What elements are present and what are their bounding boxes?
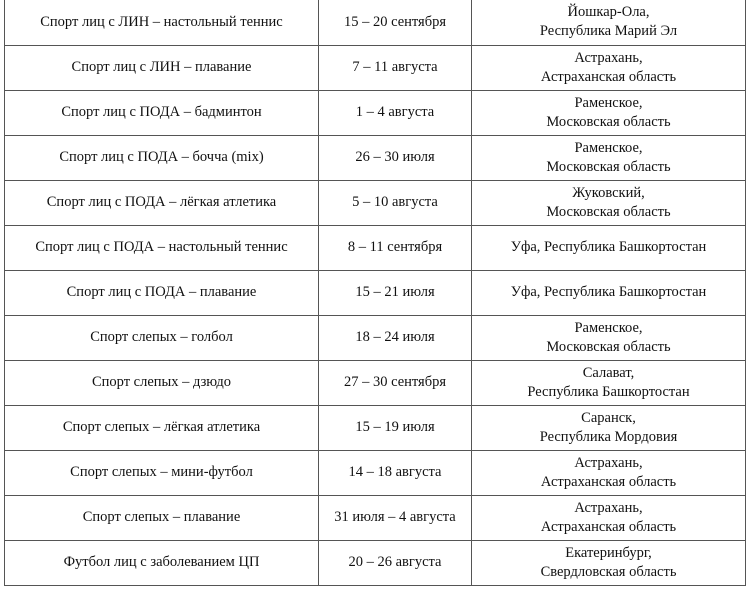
dates-cell: 26 – 30 июля <box>319 135 472 180</box>
place-cell <box>472 270 746 315</box>
dates-cell: 20 – 26 августа <box>319 540 472 585</box>
table-row <box>5 450 746 495</box>
events-table-body <box>5 0 746 585</box>
events-table <box>4 0 746 586</box>
sport-cell: Спорт лиц с ЛИН – настольный теннис <box>5 0 319 45</box>
dates-cell: 15 – 20 сентября <box>319 0 472 45</box>
sport-cell: Спорт лиц с ПОДА – бадминтон <box>5 90 319 135</box>
table-row <box>5 405 746 450</box>
place-line: Московская область <box>546 158 671 175</box>
table-row <box>5 495 746 540</box>
sport-cell: Спорт слепых – мини-футбол <box>5 450 319 495</box>
sport-cell: Спорт лиц с ПОДА – настольный теннис <box>5 225 319 270</box>
place-cell <box>472 450 746 495</box>
table-row <box>5 0 746 45</box>
dates-cell: 31 июля – 4 августа <box>319 495 472 540</box>
place-line: Астраханская область <box>540 518 677 535</box>
place-line: Жуковский, <box>572 184 645 201</box>
dates-cell: 15 – 21 июля <box>319 270 472 315</box>
place-cell <box>472 135 746 180</box>
dates-cell: 7 – 11 августа <box>319 45 472 90</box>
place-line: Йошкар-Ола, <box>567 4 650 21</box>
dates-cell: 27 – 30 сентября <box>319 360 472 405</box>
place-line: Астрахань, <box>574 454 643 471</box>
place-cell <box>472 405 746 450</box>
table-row <box>5 225 746 270</box>
place-line: Московская область <box>546 338 671 355</box>
table-row <box>5 45 746 90</box>
place-line: Раменское, <box>574 139 643 156</box>
table-row <box>5 360 746 405</box>
dates-cell: 15 – 19 июля <box>319 405 472 450</box>
dates-cell: 1 – 4 августа <box>319 90 472 135</box>
place-cell <box>472 540 746 585</box>
dates-cell: 14 – 18 августа <box>319 450 472 495</box>
place-cell <box>472 360 746 405</box>
sport-cell: Спорт лиц с ПОДА – бочча (mix) <box>5 135 319 180</box>
place-cell <box>472 180 746 225</box>
place-line: Астрахань, <box>574 499 643 516</box>
sport-cell: Спорт лиц с ЛИН – плавание <box>5 45 319 90</box>
place-line: Екатеринбург, <box>565 544 652 561</box>
table-row <box>5 180 746 225</box>
place-cell <box>472 0 746 45</box>
place-line: Астраханская область <box>540 473 677 490</box>
dates-cell: 5 – 10 августа <box>319 180 472 225</box>
table-row <box>5 135 746 180</box>
dates-cell: 8 – 11 сентября <box>319 225 472 270</box>
table-row <box>5 90 746 135</box>
sport-cell: Спорт лиц с ПОДА – лёгкая атлетика <box>5 180 319 225</box>
place-cell <box>472 90 746 135</box>
place-cell <box>472 315 746 360</box>
place-line: Республика Марий Эл <box>539 23 678 40</box>
table-row <box>5 270 746 315</box>
place-line: Салават, <box>582 364 635 381</box>
sport-cell: Спорт слепых – лёгкая атлетика <box>5 405 319 450</box>
place-line: Раменское, <box>574 94 643 111</box>
sport-cell: Спорт слепых – дзюдо <box>5 360 319 405</box>
table-row <box>5 540 746 585</box>
place-line: Раменское, <box>574 319 643 336</box>
place-line: Уфа, Республика Башкортостан <box>510 239 707 255</box>
place-line: Уфа, Республика Башкортостан <box>510 284 707 300</box>
place-line: Республика Мордовия <box>539 428 678 445</box>
place-line: Свердловская область <box>540 563 677 580</box>
place-line: Московская область <box>546 113 671 130</box>
place-line: Саранск, <box>581 409 636 426</box>
place-cell <box>472 45 746 90</box>
sport-cell: Спорт слепых – голбол <box>5 315 319 360</box>
dates-cell: 18 – 24 июля <box>319 315 472 360</box>
place-line: Московская область <box>546 203 671 220</box>
place-cell <box>472 495 746 540</box>
sport-cell: Футбол лиц с заболеванием ЦП <box>5 540 319 585</box>
place-line: Астраханская область <box>540 68 677 85</box>
place-line: Астрахань, <box>574 49 643 66</box>
table-row <box>5 315 746 360</box>
sport-cell: Спорт слепых – плавание <box>5 495 319 540</box>
place-cell <box>472 225 746 270</box>
place-line: Республика Башкортостан <box>527 383 690 400</box>
sport-cell: Спорт лиц с ПОДА – плавание <box>5 270 319 315</box>
